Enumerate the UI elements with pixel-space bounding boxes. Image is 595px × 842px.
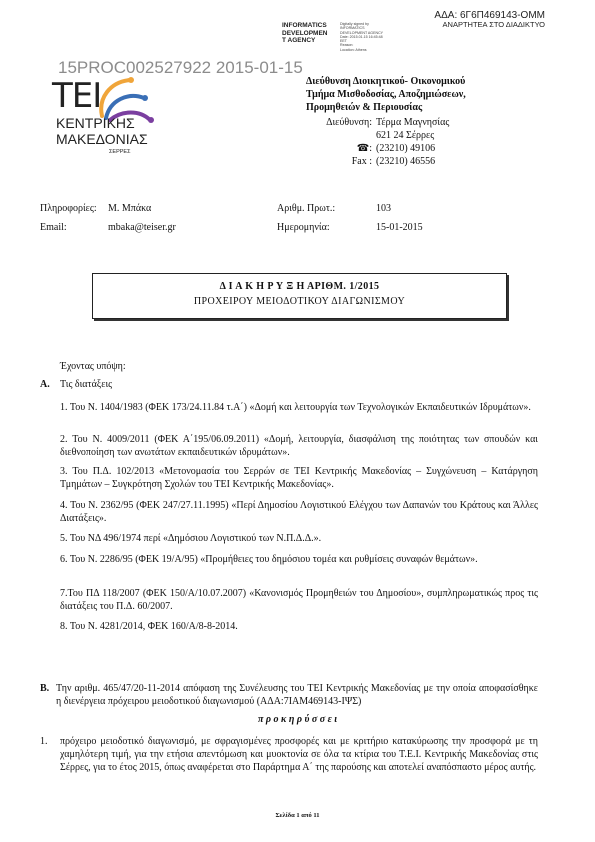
point-text: πρόχειρο μειοδοτικό διαγωνισμό, με σφραγισμένες προσφορές και με κριτήριο κατακύρωσης την προσφορά με τη χαμηλότερη τιμή, για την ετήσια απεντόμωση και μυοκτονία σε όλα τα κτίρια του Τ.Ε.Ι. Κεντρικής Μακεδονίας στις Σέρρες, για το έτος 2015, όπως αναφέρεται στο Παράρτημα Α΄ της παρούσης και αποτελεί αναπόσπαστο μέρος αυτής. [60, 736, 538, 773]
logo-line-2: ΜΑΚΕΔΟΝΙΑΣ [56, 131, 148, 147]
logo-line-3: ΣΕΡΡΕΣ [109, 149, 131, 155]
list-item: 8. Του Ν. 4281/2014, ΦΕΚ 160/Α/8-8-2014. [60, 621, 238, 632]
proclaims-heading: π ρ ο κ η ρ ύ σ σ ε ι [257, 714, 338, 725]
contact-value: Μ. Μπάκα [108, 203, 152, 214]
fax-number: (23210) 46556 [376, 156, 436, 167]
contact-label: Πληροφορίες: [40, 203, 97, 214]
tei-logo [52, 70, 162, 160]
phone-icon: ☎: [356, 143, 372, 154]
protocol-label: Αριθμ. Πρωτ.: [277, 203, 336, 214]
list-item: 1. Του Ν. 1404/1983 (ΦΕΚ 173/24.11.84 τ.Α΄) «Δομή και λειτουργία των Τεχνολογικών Εκπαιδευτικών Ιδρυμάτων». [60, 402, 531, 413]
signature-detail-line: EET [340, 39, 347, 44]
department-line: Προμηθειών & Περιουσίας [306, 102, 423, 113]
document-date: 15-01-2015 [376, 222, 423, 233]
list-item: 5. Του ΝΔ 496/1974 περί «Δημόσιου Λογιστικού των Ν.Π.Δ.Δ.». [60, 533, 322, 544]
signature-detail-line: Reason: [340, 43, 354, 48]
list-item: 6. Του Ν. 2286/95 (ΦΕΚ 19/Α/95) «Προμήθειες του δημόσιου τομέα και ρυθμίσεις συναφών θεμάτων». [60, 554, 478, 565]
signature-detail-line: Date: 2015.01.15 16:45:48 [340, 34, 383, 39]
department-line: Τμήμα Μισθοδοσίας, Αποζημιώσεων, [306, 89, 466, 100]
ada-code: ΑΔΑ: 6Γ6Π469143-ΟΜΜ [434, 10, 545, 21]
logo-line-1: ΚΕΝΤΡΙΚΗΣ [56, 115, 135, 131]
signature-org-line: DEVELOPMEN [282, 29, 328, 37]
address-value: Τέρμα Μαγνησίας [376, 117, 450, 128]
phone-number: (23210) 49106 [376, 143, 436, 154]
list-item: 4. Του Ν. 2362/95 (ΦΕΚ 247/27.11.1995) «Περί Δημοσίου Λογιστικού Ελέγχου των Δαπανών του Κράτους και Άλλες Διατάξεις». [60, 500, 538, 524]
list-item: 7.Του ΠΔ 118/2007 (ΦΕΚ 150/Α/10.07.2007) «Κανονισμός Προμηθειών του Δημοσίου», συμπληρωματικώς προς τις διατάξεις του Π.Δ. 60/2007. [60, 588, 538, 612]
page-footer: Σελίδα 1 από 11 [275, 812, 320, 819]
signature-org-line: INFORMATICS [282, 22, 327, 29]
title-box [92, 273, 507, 319]
section-b-label: Β. [40, 683, 50, 694]
email-link[interactable]: mbaka@teiser.gr [108, 222, 176, 233]
protocol-number: 103 [376, 203, 391, 214]
proclamation-subtitle: ΠΡΟΧΕΙΡΟΥ ΜΕΙΟΔΟΤΙΚΟΥ ΔΙΑΓΩΝΙΣΜΟΥ [193, 296, 406, 307]
section-a-title: Τις διατάξεις [60, 379, 113, 390]
fax-label: Fax : [351, 156, 372, 167]
intro-text: Έχοντας υπόψη: [60, 361, 126, 372]
signature-detail-line: Digitally signed by [340, 22, 369, 26]
ada-posted-label: ΑΝΑΡΤΗΤΕΑ ΣΤΟ ΔΙΑΔΙΚΤΥΟ [442, 20, 545, 29]
signature-org-line: T AGENCY [282, 37, 316, 44]
department-line: Διεύθυνση Διοικητικού- Οικονομικού [306, 76, 466, 87]
point-number: 1. [40, 736, 48, 747]
signature-detail-line: INFORMATICS [340, 26, 365, 31]
postal-code: 621 24 Σέρρες [376, 130, 435, 141]
protocol-stamp: 15PROC002527922 2015-01-15 [58, 58, 303, 77]
address-label: Διεύθυνση: [326, 117, 372, 128]
signature-detail-line: DEVELOPMENT AGENCY [340, 30, 384, 35]
section-b-text: Την αριθμ. 465/47/20-11-2014 απόφαση της Συνέλευσης του ΤΕΙ Κεντρικής Μακεδονίας με την οποία αποφασίσθηκε η διενέργεια πρόχειρου μειοδοτικού διαγωνισμού (ΑΔΑ:7ΙΑΜ469143-ΙΨΣ) [56, 683, 538, 707]
list-item: 2. Του Ν. 4009/2011 (ΦΕΚ Α΄195/06.09.2011) «Δομή, λειτουργία, διασφάλιση της ποιότητας των σπουδών και διεθνοποίηση των ανωτάτων εκπαιδευτικών ιδρυμάτων». [60, 434, 538, 458]
date-label: Ημερομηνία: [277, 222, 330, 233]
signature-detail-line: Location: Athens [340, 47, 367, 52]
proclamation-title: Δ Ι Α Κ Η Ρ Υ Ξ Η ΑΡΙΘΜ. 1/2015 [219, 281, 380, 292]
list-item: 3. Του Π.Δ. 102/2013 «Μετονομασία του Σερρών σε ΤΕΙ Κεντρικής Μακεδονίας – Συγχώνευση – Κατάργηση Τμημάτων – Συγκρότηση Σχολών του ΤΕΙ Κεντρικής Μακεδονίας». [60, 466, 538, 490]
section-a-label: Α. [40, 379, 50, 390]
email-label: Email: [40, 222, 67, 233]
logo-abbr: ΤΕΙ [52, 76, 102, 116]
department-header [306, 75, 466, 114]
address-block [310, 116, 449, 168]
